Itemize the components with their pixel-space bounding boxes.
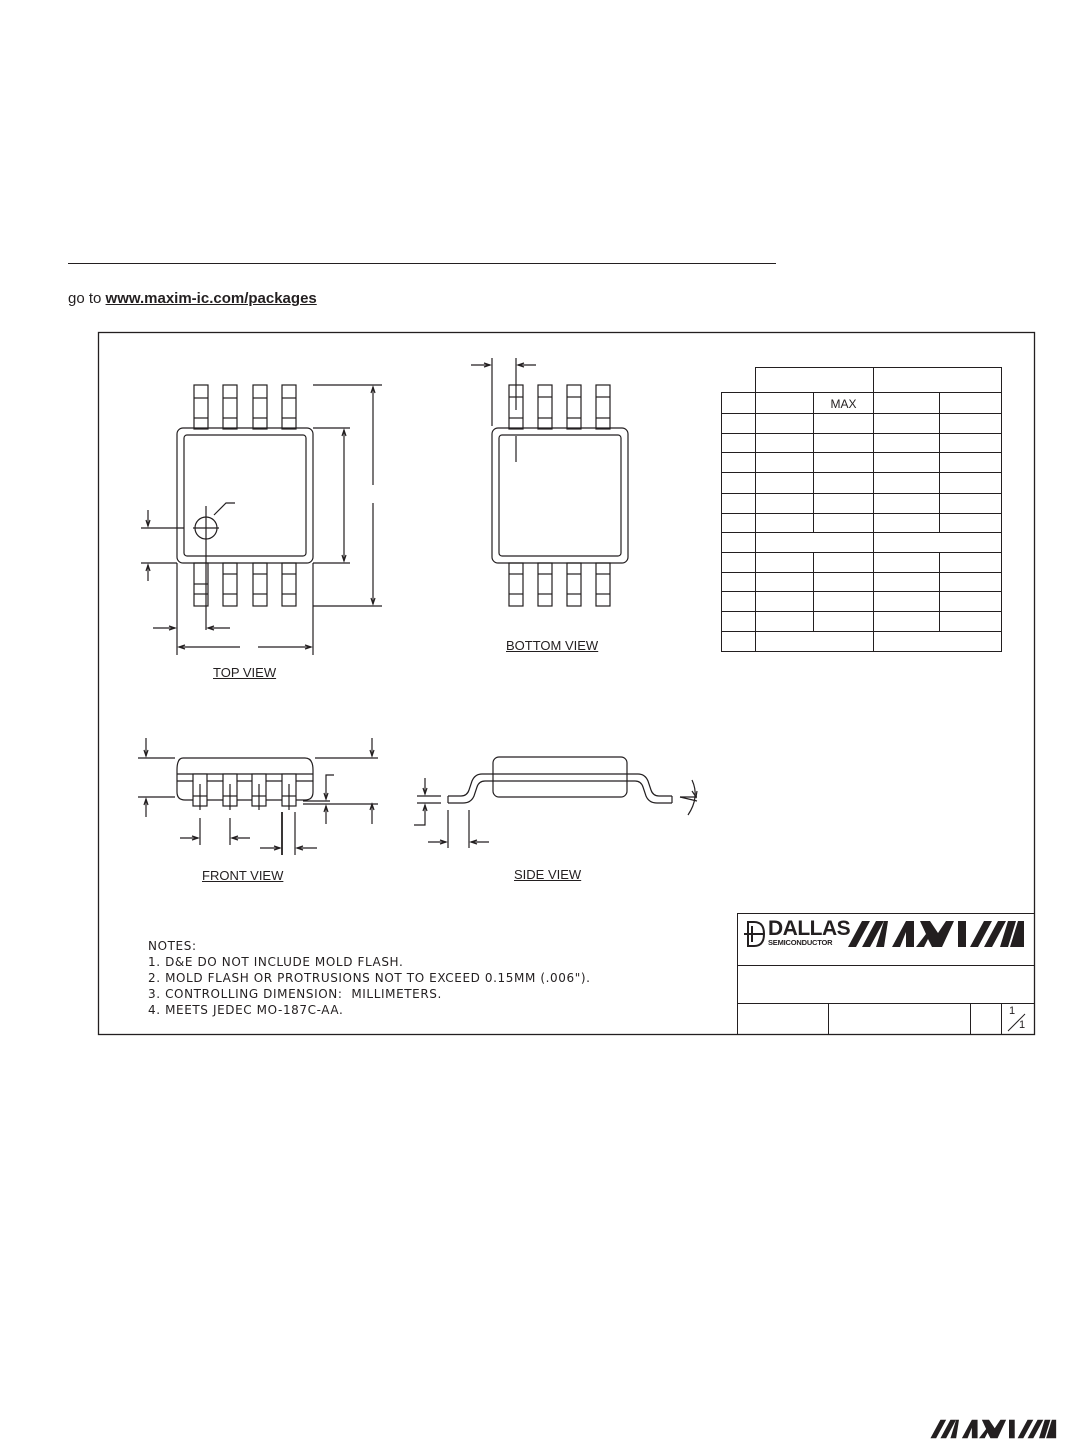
table-header-max: MAX [830, 397, 857, 411]
sheet-number-total: 1 [1019, 1019, 1026, 1031]
sheet-number [1003, 1005, 1033, 1035]
front-view-label: FRONT VIEW [202, 868, 284, 883]
front-view [138, 738, 378, 855]
note-item: 4. MEETS JEDEC MO-187C-AA. [148, 1003, 344, 1017]
bottom-view [471, 358, 628, 606]
top-view-label: TOP VIEW [213, 665, 277, 680]
goto-prefix: go to [68, 290, 102, 307]
note-item: 3. CONTROLLING DIMENSION: MILLIMETERS. [148, 987, 442, 1001]
dallas-subtitle: SEMICONDUCTOR [768, 938, 833, 947]
dallas-wordmark: DALLAS [768, 917, 851, 940]
notes-block [148, 938, 591, 1018]
footer-maxim-logo-icon [924, 1419, 1064, 1439]
note-item: 2. MOLD FLASH OR PROTRUSIONS NOT TO EXCEED 0.15MM (.006"). [148, 971, 591, 985]
sheet-number-current: 1 [1009, 1005, 1016, 1017]
notes-title: NOTES: [148, 939, 197, 953]
side-view [414, 757, 697, 848]
note-item: 1. D&E DO NOT INCLUDE MOLD FLASH. [148, 955, 404, 969]
dallas-logo-icon [742, 920, 766, 948]
side-view-label: SIDE VIEW [514, 867, 582, 882]
packages-link[interactable]: www.maxim-ic.com/packages [105, 290, 317, 307]
bottom-view-label: BOTTOM VIEW [506, 638, 599, 653]
top-view [141, 385, 382, 655]
maxim-logo-icon [848, 920, 1026, 948]
